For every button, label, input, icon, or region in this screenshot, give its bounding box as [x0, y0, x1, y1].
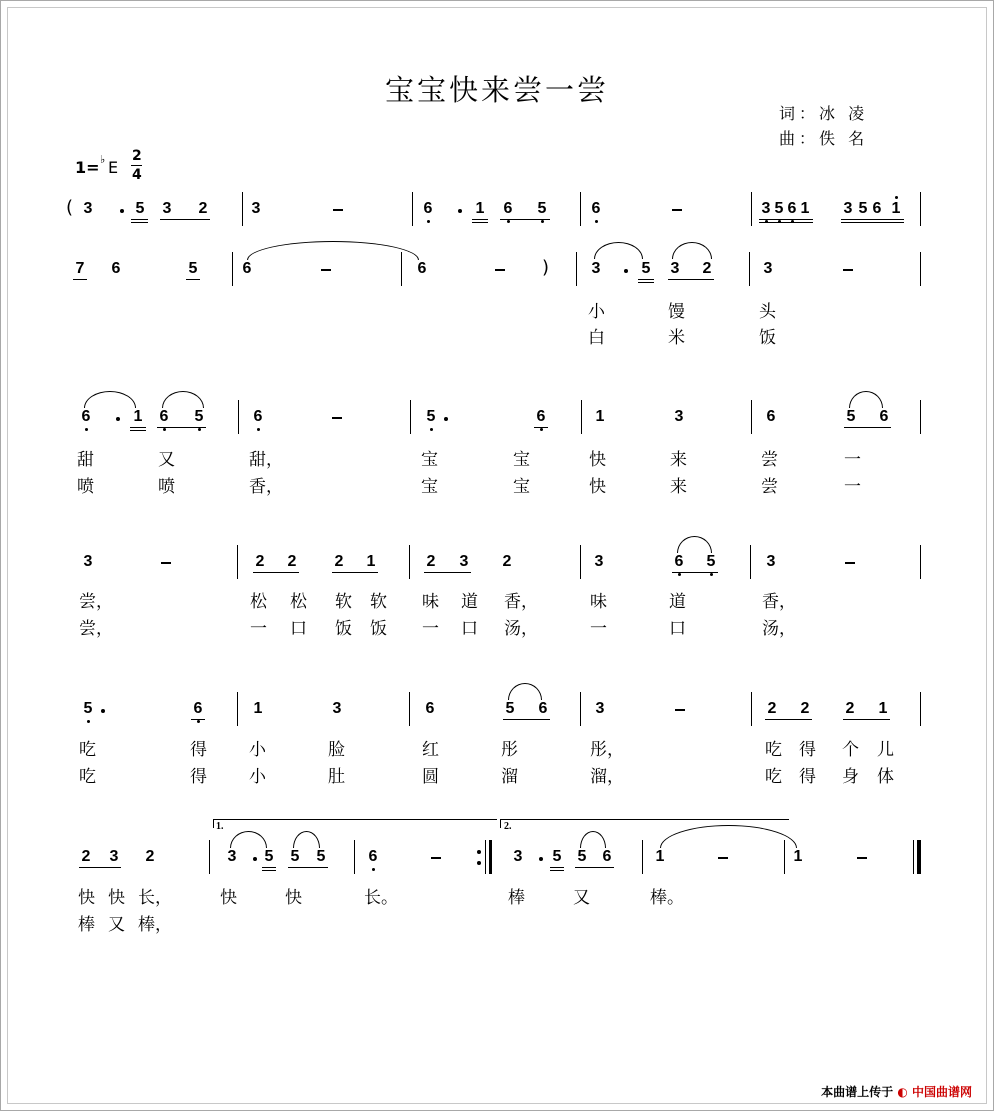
lyric-char: 彤 [501, 740, 518, 760]
note: 3 [670, 260, 680, 277]
octave-dot [430, 428, 433, 431]
note: 6 [423, 200, 433, 217]
augmentation-dot [624, 269, 628, 273]
lyric-char: 棒。 [650, 888, 684, 908]
lyric-char: 甜， [249, 450, 283, 470]
barline [237, 545, 238, 579]
barline [750, 545, 751, 579]
beam-line [262, 870, 276, 871]
octave-dot [541, 220, 544, 223]
note: 5 [188, 260, 198, 277]
volta-2-label: 2. [504, 821, 512, 832]
beam-line [765, 719, 812, 720]
beam-line [157, 427, 206, 428]
lyric-char: 又 [158, 450, 175, 470]
sustain-dash [845, 562, 855, 564]
barline [580, 192, 581, 226]
note: 1 [878, 700, 888, 717]
lyric-char: 喷 [77, 477, 94, 497]
note: 1 [133, 408, 143, 425]
barline [238, 400, 239, 434]
octave-dot [87, 720, 90, 723]
note: 7 [75, 260, 85, 277]
barline [580, 692, 581, 726]
lyric-char: 吃 [765, 767, 782, 787]
lyric-char: 宝 [513, 450, 530, 470]
lyric-char: 来 [670, 450, 687, 470]
lyric-char: 甜 [77, 450, 94, 470]
watermark: 本曲谱上传于 ◐ 中国曲谱网 [821, 1085, 972, 1099]
barline [242, 192, 243, 226]
barline [354, 840, 355, 874]
note: 5 [537, 200, 547, 217]
lyric-char: 得 [190, 740, 207, 760]
lyric-char: 宝 [421, 477, 438, 497]
sustain-dash [321, 269, 331, 271]
lyric-char: 圆 [422, 767, 439, 787]
barline [412, 192, 413, 226]
note: 6 [538, 700, 548, 717]
octave-dot [198, 428, 201, 431]
barline [920, 692, 921, 726]
beam-line [534, 427, 548, 428]
beam-line [288, 867, 328, 868]
note: 3 [513, 848, 523, 865]
note: 1 [655, 848, 665, 865]
lyric-char: 一 [844, 477, 861, 497]
note: 3 [763, 260, 773, 277]
beam-line [503, 719, 550, 720]
lyric-char: 饭 [759, 328, 776, 348]
lyric-char: 口 [290, 619, 307, 639]
lyric-char: 得 [190, 767, 207, 787]
lyric-char: 汤， [762, 619, 796, 639]
lyric-char: 溜 [501, 767, 518, 787]
note: 1 [366, 553, 376, 570]
beam-line [332, 572, 378, 573]
lyric-char: 棒， [138, 915, 172, 935]
note: 3 [595, 700, 605, 717]
barline [751, 400, 752, 434]
beam-line [759, 222, 813, 223]
lyric-char: 吃 [765, 740, 782, 760]
lyric-char: 来 [670, 477, 687, 497]
note: 6 [602, 848, 612, 865]
lyric-char: 头 [759, 302, 776, 322]
composer-credit: 曲：佚 名 [779, 129, 869, 148]
lyric-char: 软 [335, 592, 352, 612]
note: 6 [253, 408, 263, 425]
beam-line [472, 219, 488, 220]
note: 6 [503, 200, 513, 217]
augmentation-dot [458, 209, 462, 213]
beam-line [191, 719, 205, 720]
lyric-char: 宝 [421, 450, 438, 470]
note: 6 [193, 700, 203, 717]
barline [237, 692, 238, 726]
octave-dot [372, 868, 375, 871]
lyric-char: 又 [573, 888, 590, 908]
note: 2 [845, 700, 855, 717]
lyric-char: 香， [504, 592, 538, 612]
note: 5 [846, 408, 856, 425]
beam-line [160, 219, 210, 220]
sustain-dash [672, 209, 682, 211]
sustain-dash [718, 857, 728, 859]
lyric-char: 小 [588, 302, 605, 322]
note: 3 [83, 200, 93, 217]
note: 6 [425, 700, 435, 717]
augmentation-dot [253, 857, 257, 861]
note: 3 [459, 553, 469, 570]
lyric-char: 尝 [761, 477, 778, 497]
octave-dot [895, 196, 898, 199]
octave-dot [595, 220, 598, 223]
lyric-char: 又 [108, 915, 125, 935]
sustain-dash [431, 857, 441, 859]
note: 5 [505, 700, 515, 717]
barline [485, 840, 486, 874]
note: 2 [502, 553, 512, 570]
close-parenthesis: ) [542, 257, 550, 278]
lyric-char: 得 [799, 767, 816, 787]
lyric-char: 小 [249, 740, 266, 760]
lyric-char: 白 [588, 328, 605, 348]
lyric-char: 香， [249, 477, 283, 497]
note: 1 [253, 700, 263, 717]
note: 3 [162, 200, 172, 217]
lyric-char: 软 [370, 592, 387, 612]
beam-line [500, 219, 550, 220]
note: 1 [800, 200, 810, 217]
beam-line [668, 279, 714, 280]
barline [751, 192, 752, 226]
lyric-char: 一 [590, 619, 607, 639]
barline [920, 400, 921, 434]
note: 6 [111, 260, 121, 277]
lyric-char: 饭 [370, 619, 387, 639]
lyric-char: 米 [668, 328, 685, 348]
octave-dot [427, 220, 430, 223]
beam-line [73, 279, 87, 280]
lyric-char: 口 [461, 619, 478, 639]
note: 1 [793, 848, 803, 865]
beam-line [131, 219, 148, 220]
note: 3 [843, 200, 853, 217]
lyric-char: 快 [220, 888, 237, 908]
lyric-char: 长。 [364, 888, 398, 908]
barline [489, 840, 492, 874]
beam-line [550, 867, 564, 868]
note: 6 [368, 848, 378, 865]
note: 6 [536, 408, 546, 425]
repeat-dot [477, 850, 481, 854]
lyric-char: 肚 [328, 767, 345, 787]
note: 2 [198, 200, 208, 217]
lyric-char: 尝 [761, 450, 778, 470]
note: 1 [595, 408, 605, 425]
augmentation-dot [539, 857, 543, 861]
lyric-char: 汤， [504, 619, 538, 639]
lyric-char: 棒 [508, 888, 525, 908]
lyric-char: 一 [422, 619, 439, 639]
note: 2 [767, 700, 777, 717]
barline [209, 840, 210, 874]
page-inner-frame [7, 7, 987, 1104]
barline [232, 252, 233, 286]
note: 3 [766, 553, 776, 570]
note: 3 [594, 553, 604, 570]
lyric-char: 体 [877, 767, 894, 787]
beam-line [130, 427, 146, 428]
lyric-char: 快 [78, 888, 95, 908]
beam-line [759, 219, 813, 220]
octave-dot [257, 428, 260, 431]
note: 6 [879, 408, 889, 425]
note: 5 [774, 200, 784, 217]
octave-dot [678, 573, 681, 576]
barline [913, 840, 914, 874]
note: 5 [552, 848, 562, 865]
note: 6 [417, 260, 427, 277]
note: 6 [674, 553, 684, 570]
lyric-char: 喷 [158, 477, 175, 497]
sustain-dash [332, 417, 342, 419]
song-title: 宝宝快来尝一尝 [384, 73, 609, 107]
lyric-char: 红 [422, 740, 439, 760]
lyric-char: 香， [762, 592, 796, 612]
octave-dot [507, 220, 510, 223]
lyric-char: 溜， [590, 767, 624, 787]
barline [401, 252, 402, 286]
note: 5 [194, 408, 204, 425]
lyric-char: 松 [290, 592, 307, 612]
sustain-dash [675, 709, 685, 711]
note: 6 [159, 408, 169, 425]
beam-line [253, 572, 299, 573]
lyric-char: 快 [589, 477, 606, 497]
note: 2 [287, 553, 297, 570]
volta-1-label: 1. [216, 821, 224, 832]
note: 3 [332, 700, 342, 717]
watermark-logo-icon: ◐ [897, 1085, 908, 1099]
lyric-char: 一 [250, 619, 267, 639]
note: 5 [426, 408, 436, 425]
augmentation-dot [101, 709, 105, 713]
beam-line [844, 427, 891, 428]
note: 3 [83, 553, 93, 570]
barline [751, 692, 752, 726]
barline [576, 252, 577, 286]
beam-line [841, 219, 904, 220]
lyric-char: 味 [590, 592, 607, 612]
beam-line [472, 222, 488, 223]
barline [749, 252, 750, 286]
note: 5 [135, 200, 145, 217]
lyric-char: 小 [249, 767, 266, 787]
barline [917, 840, 921, 874]
octave-dot [540, 428, 543, 431]
note: 6 [787, 200, 797, 217]
beam-line [262, 867, 276, 868]
beam-line [841, 222, 904, 223]
sustain-dash [333, 209, 343, 211]
lyric-char: 脸 [328, 740, 345, 760]
beam-line [130, 430, 146, 431]
note: 5 [264, 848, 274, 865]
lyric-char: 吃 [79, 740, 96, 760]
barline [784, 840, 785, 874]
note: 6 [242, 260, 252, 277]
lyric-char: 尝， [79, 592, 113, 612]
note: 3 [674, 408, 684, 425]
beam-line [638, 282, 654, 283]
open-parenthesis: ( [66, 197, 74, 218]
barline [580, 545, 581, 579]
barline [410, 400, 411, 434]
barline [642, 840, 643, 874]
lyric-char: 口 [669, 619, 686, 639]
barline [581, 400, 582, 434]
beam-line [672, 572, 718, 573]
note: 5 [83, 700, 93, 717]
octave-dot [163, 428, 166, 431]
sustain-dash [161, 562, 171, 564]
volta-1-bracket [213, 819, 497, 828]
lyric-char: 松 [250, 592, 267, 612]
note: 2 [255, 553, 265, 570]
note: 2 [702, 260, 712, 277]
lyric-char: 身 [842, 767, 859, 787]
lyricist-credit: 词：冰 凌 [779, 104, 869, 123]
note: 5 [577, 848, 587, 865]
octave-dot [85, 428, 88, 431]
lyric-char: 棒 [78, 915, 95, 935]
lyric-char: 长， [138, 888, 172, 908]
beam-line [575, 867, 614, 868]
sustain-dash [857, 857, 867, 859]
beam-line [186, 279, 200, 280]
note: 1 [891, 200, 901, 217]
lyric-char: 味 [422, 592, 439, 612]
note: 6 [591, 200, 601, 217]
note: 1 [475, 200, 485, 217]
lyric-char: 快 [285, 888, 302, 908]
note: 3 [591, 260, 601, 277]
note: 5 [706, 553, 716, 570]
barline [920, 545, 921, 579]
barline [920, 252, 921, 286]
sustain-dash [843, 269, 853, 271]
lyric-char: 彤， [590, 740, 624, 760]
note: 5 [316, 848, 326, 865]
barline [409, 545, 410, 579]
note: 2 [81, 848, 91, 865]
lyric-char: 得 [799, 740, 816, 760]
barline [920, 192, 921, 226]
note: 2 [800, 700, 810, 717]
octave-dot [197, 720, 200, 723]
beam-line [79, 867, 121, 868]
lyric-char: 快 [589, 450, 606, 470]
sustain-dash [495, 269, 505, 271]
note: 3 [251, 200, 261, 217]
note: 6 [766, 408, 776, 425]
repeat-dot [477, 861, 481, 865]
note: 2 [145, 848, 155, 865]
octave-dot [710, 573, 713, 576]
note: 6 [81, 408, 91, 425]
note: 5 [641, 260, 651, 277]
lyric-char: 道 [461, 592, 478, 612]
lyric-char: 个 [842, 740, 859, 760]
note: 2 [334, 553, 344, 570]
time-signature-line [131, 165, 142, 166]
lyric-char: 快 [108, 888, 125, 908]
lyric-char: 道 [669, 592, 686, 612]
beam-line [843, 719, 890, 720]
note: 6 [872, 200, 882, 217]
lyric-char: 馒 [668, 302, 685, 322]
lyric-char: 吃 [79, 767, 96, 787]
note: 5 [858, 200, 868, 217]
beam-line [550, 870, 564, 871]
note: 3 [109, 848, 119, 865]
note: 2 [426, 553, 436, 570]
barline [409, 692, 410, 726]
note: 5 [290, 848, 300, 865]
augmentation-dot [116, 417, 120, 421]
augmentation-dot [444, 417, 448, 421]
augmentation-dot [120, 209, 124, 213]
beam-line [131, 222, 148, 223]
lyric-char: 宝 [513, 477, 530, 497]
beam-line [424, 572, 471, 573]
note: 3 [761, 200, 771, 217]
note: 3 [227, 848, 237, 865]
beam-line [638, 279, 654, 280]
lyric-char: 尝， [79, 619, 113, 639]
lyric-char: 饭 [335, 619, 352, 639]
lyric-char: 儿 [877, 740, 894, 760]
lyric-char: 一 [844, 450, 861, 470]
